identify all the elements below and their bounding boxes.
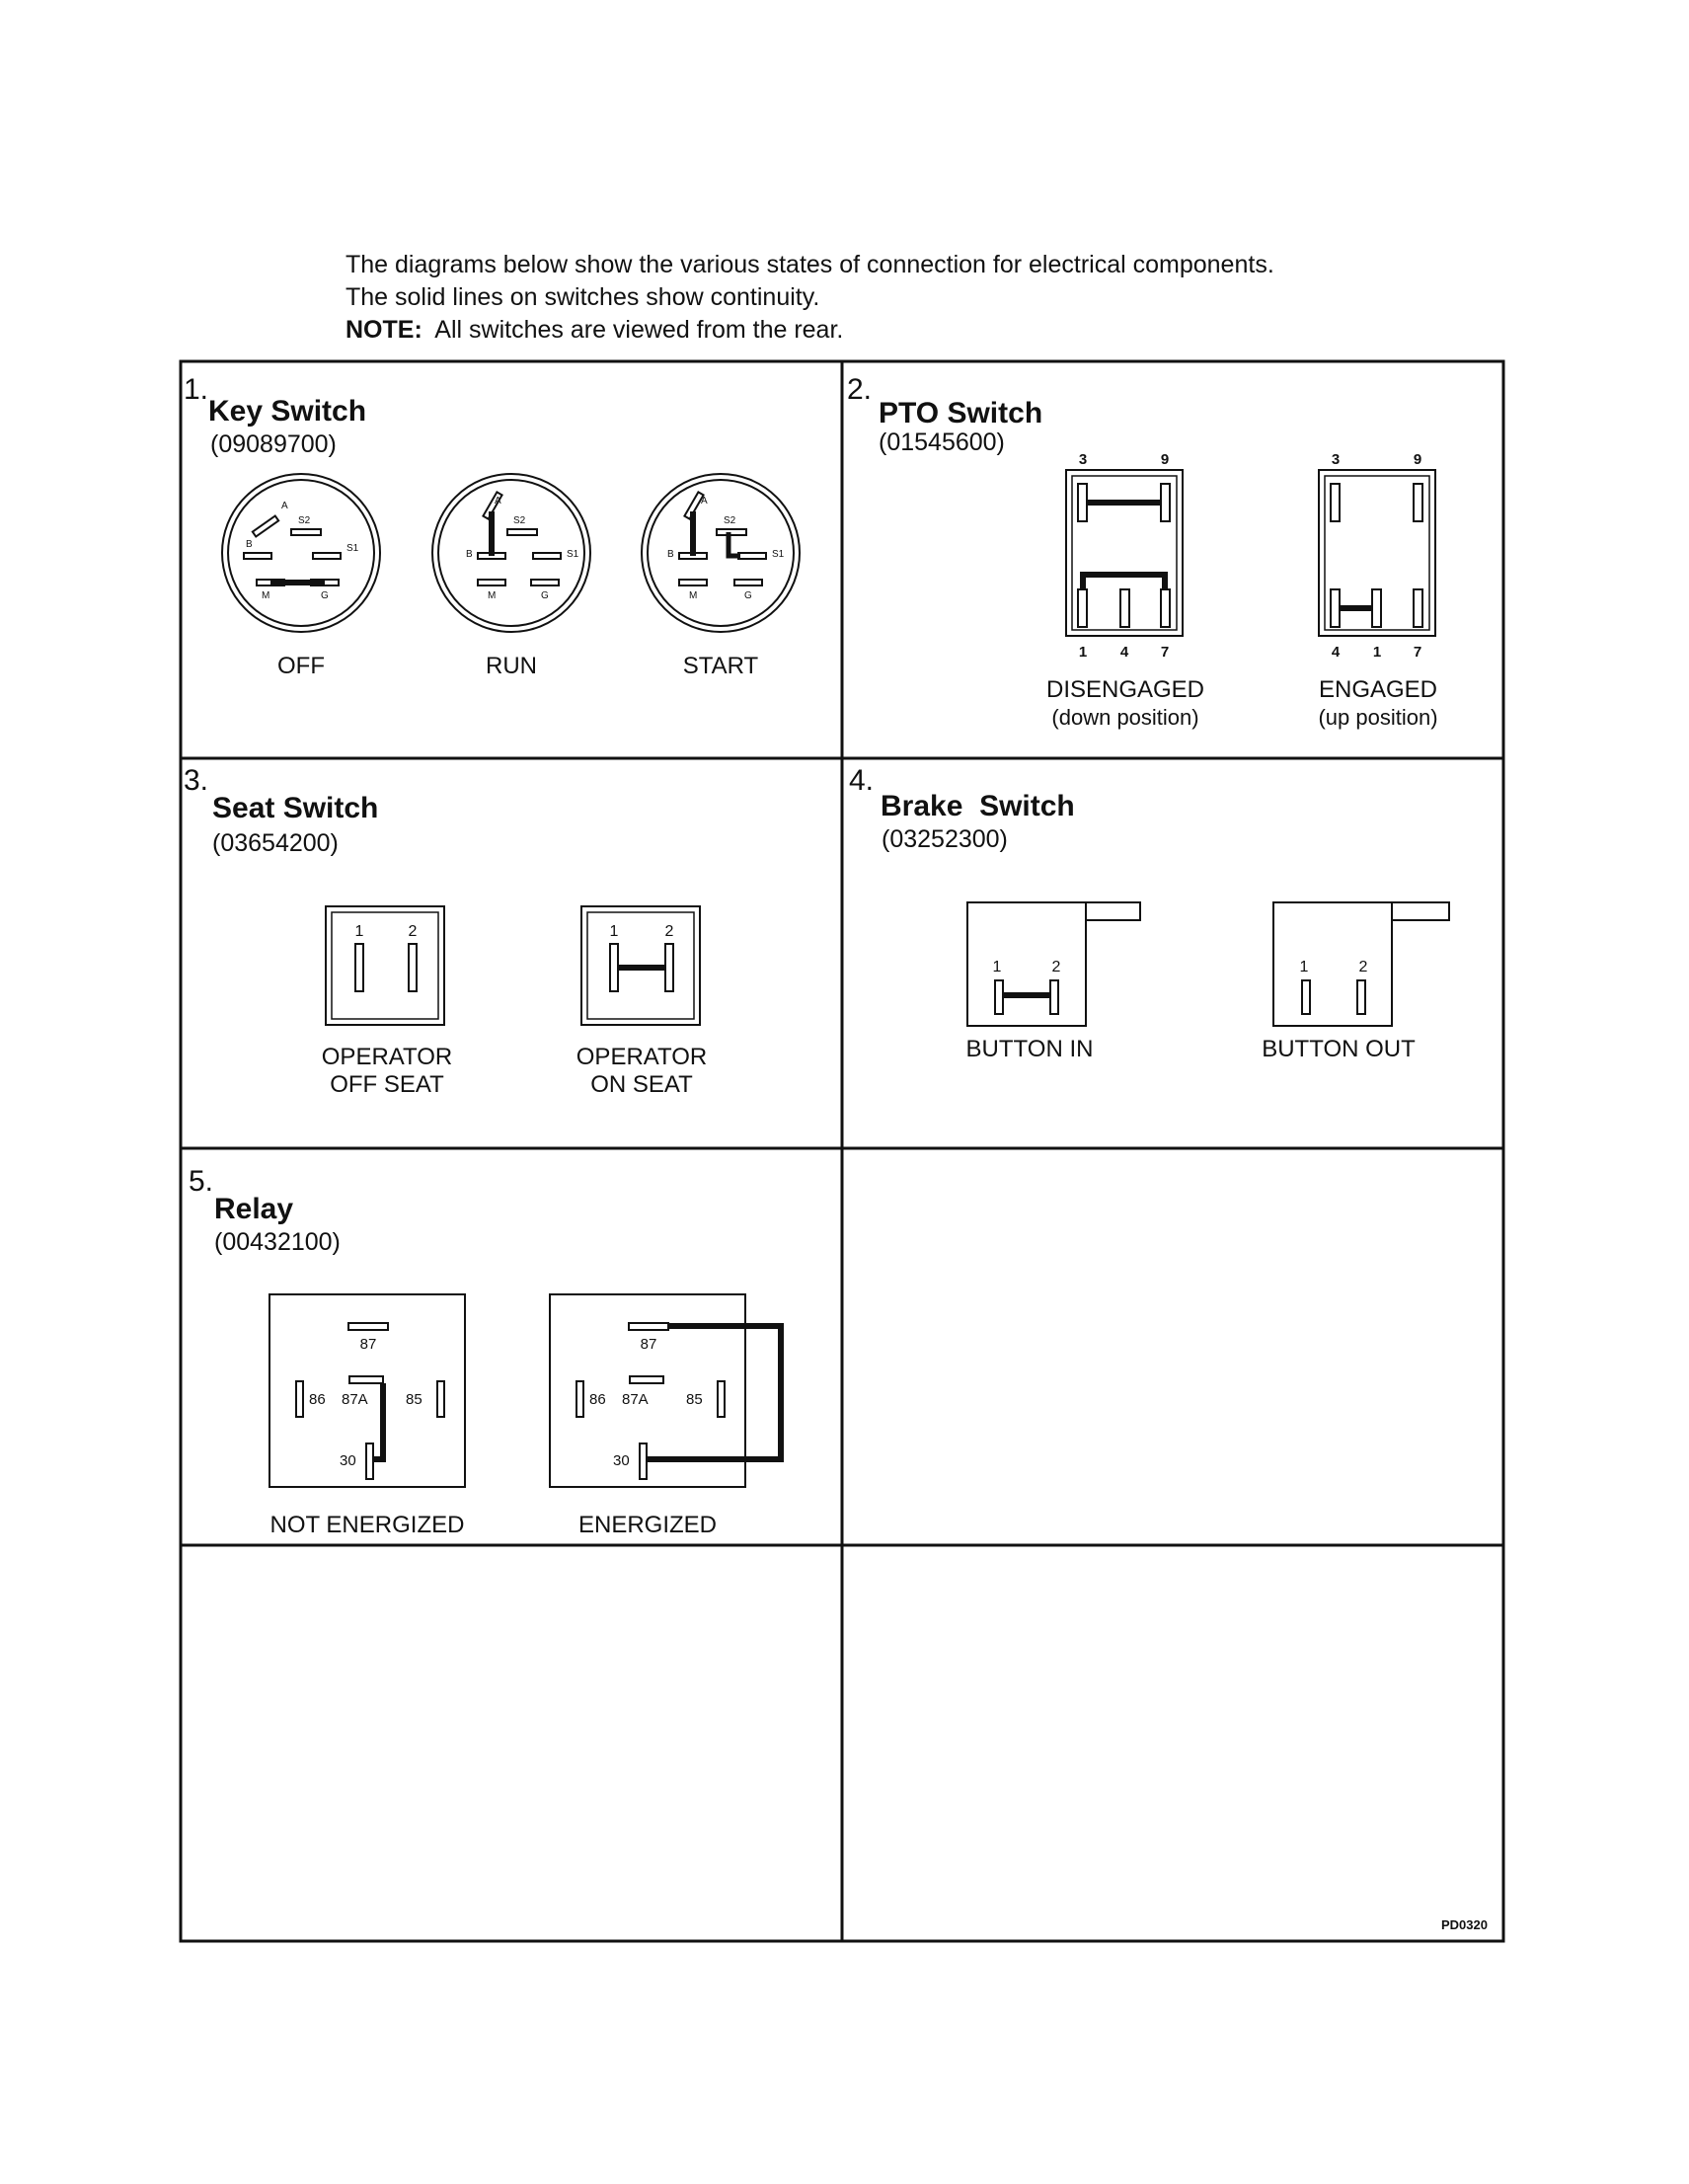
terminal-label: 87 <box>640 1336 657 1353</box>
key-switch-run <box>432 474 590 632</box>
pin-label: 1 <box>609 923 619 940</box>
part-number: (01545600) <box>879 429 1005 456</box>
state-label: BUTTON OUT <box>1262 1036 1416 1062</box>
key-switch-off <box>222 474 380 632</box>
state-sublabel: (up position) <box>1318 705 1438 730</box>
panel-title: Seat Switch <box>212 792 379 824</box>
terminal-label: S1 <box>567 549 579 560</box>
terminal-label: B <box>246 539 253 550</box>
terminal-label: 86 <box>589 1391 606 1408</box>
brake-button-out <box>1273 902 1449 1026</box>
part-number: (03654200) <box>212 829 339 857</box>
panel-seat-switch <box>184 764 707 1098</box>
panel-title: PTO Switch <box>879 397 1043 429</box>
state-label: OPERATOR <box>321 1044 453 1070</box>
terminal-label: G <box>321 590 329 601</box>
pin-label: 9 <box>1160 451 1170 468</box>
pin-label: 7 <box>1160 644 1170 661</box>
panel-pto-switch <box>847 373 1438 730</box>
state-label: DISENGAGED <box>1045 676 1205 703</box>
terminal-label: M <box>488 590 497 601</box>
intro-line-2: The solid lines on switches show continuity. <box>345 283 820 311</box>
terminal-label: S2 <box>298 515 311 526</box>
state-label: OPERATOR <box>576 1044 708 1070</box>
panel-number: 1. <box>184 373 209 406</box>
state-label: BUTTON IN <box>965 1036 1094 1062</box>
terminal-label: 86 <box>309 1391 326 1408</box>
panel-title: Relay <box>214 1193 294 1225</box>
intro-line-1: The diagrams below show the various states of connection for electrical components. <box>345 251 1274 278</box>
note-text: All switches are viewed from the rear. <box>434 316 844 344</box>
state-label: OFF <box>277 653 325 679</box>
terminal-label: S2 <box>513 515 526 526</box>
terminal-label: G <box>541 590 549 601</box>
terminal-label: S2 <box>724 515 736 526</box>
relay-not-energized <box>269 1294 465 1487</box>
pin-label: 2 <box>408 923 418 940</box>
state-sublabel: ON SEAT <box>590 1071 693 1098</box>
seat-on <box>581 906 700 1025</box>
pin-label: 4 <box>1331 644 1341 661</box>
panel-key-switch <box>184 373 800 679</box>
terminal-label: A <box>701 496 708 507</box>
pto-engaged <box>1319 451 1435 661</box>
state-label: ENGAGED <box>1318 676 1438 703</box>
terminal-label: B <box>466 549 473 560</box>
terminal-label: 87A <box>342 1391 368 1408</box>
terminal-label: A <box>495 496 501 507</box>
panel-grid <box>181 361 1503 1941</box>
state-sublabel: (down position) <box>1051 705 1199 730</box>
terminal-label: G <box>744 590 752 601</box>
pin-label: 1 <box>1372 644 1382 661</box>
pin-label: 7 <box>1413 644 1422 661</box>
terminal-label: S1 <box>772 549 785 560</box>
terminal-label: 87A <box>622 1391 649 1408</box>
terminal-label: 85 <box>686 1391 703 1408</box>
panel-number: 5. <box>189 1165 214 1198</box>
pin-label: 1 <box>1078 644 1088 661</box>
pin-label: 1 <box>354 923 364 940</box>
key-switch-start <box>642 474 800 632</box>
terminal-label: M <box>262 590 270 601</box>
panel-brake-switch <box>849 764 1449 1062</box>
panel-number: 4. <box>849 764 875 797</box>
state-label: RUN <box>486 653 537 679</box>
part-number: (00432100) <box>214 1228 341 1256</box>
pin-label: 2 <box>1051 959 1061 975</box>
pin-label: 1 <box>1299 959 1309 975</box>
state-sublabel: OFF SEAT <box>330 1071 444 1098</box>
state-label: START <box>682 653 759 679</box>
note-label: NOTE: <box>345 316 422 344</box>
panel-number: 3. <box>184 764 209 797</box>
terminal-label: A <box>281 501 288 511</box>
pin-label: 4 <box>1119 644 1129 661</box>
pin-label: 2 <box>1358 959 1368 975</box>
part-number: (09089700) <box>210 430 337 458</box>
panel-number: 2. <box>847 373 873 406</box>
pin-label: 9 <box>1413 451 1422 468</box>
state-label: ENERGIZED <box>577 1512 718 1538</box>
brake-button-in <box>967 902 1140 1026</box>
terminal-label: B <box>667 549 674 560</box>
terminal-label: 85 <box>406 1391 422 1408</box>
terminal-label: 30 <box>340 1452 356 1469</box>
pin-label: 3 <box>1078 451 1088 468</box>
document-code: PD0320 <box>1441 1917 1488 1932</box>
panel-relay <box>189 1165 781 1538</box>
pto-disengaged <box>1066 451 1183 661</box>
terminal-label: 30 <box>613 1452 630 1469</box>
panel-title: Key Switch <box>208 395 367 428</box>
pin-label: 1 <box>992 959 1002 975</box>
panel-title: Brake Switch <box>881 790 1075 822</box>
seat-off <box>326 906 444 1025</box>
terminal-label: M <box>689 590 698 601</box>
pin-label: 2 <box>664 923 674 940</box>
pin-label: 3 <box>1331 451 1341 468</box>
part-number: (03252300) <box>882 825 1008 853</box>
terminal-label: 87 <box>359 1336 377 1353</box>
terminal-label: S1 <box>346 543 359 554</box>
relay-energized <box>550 1294 781 1487</box>
state-label: NOT ENERGIZED <box>269 1512 465 1538</box>
